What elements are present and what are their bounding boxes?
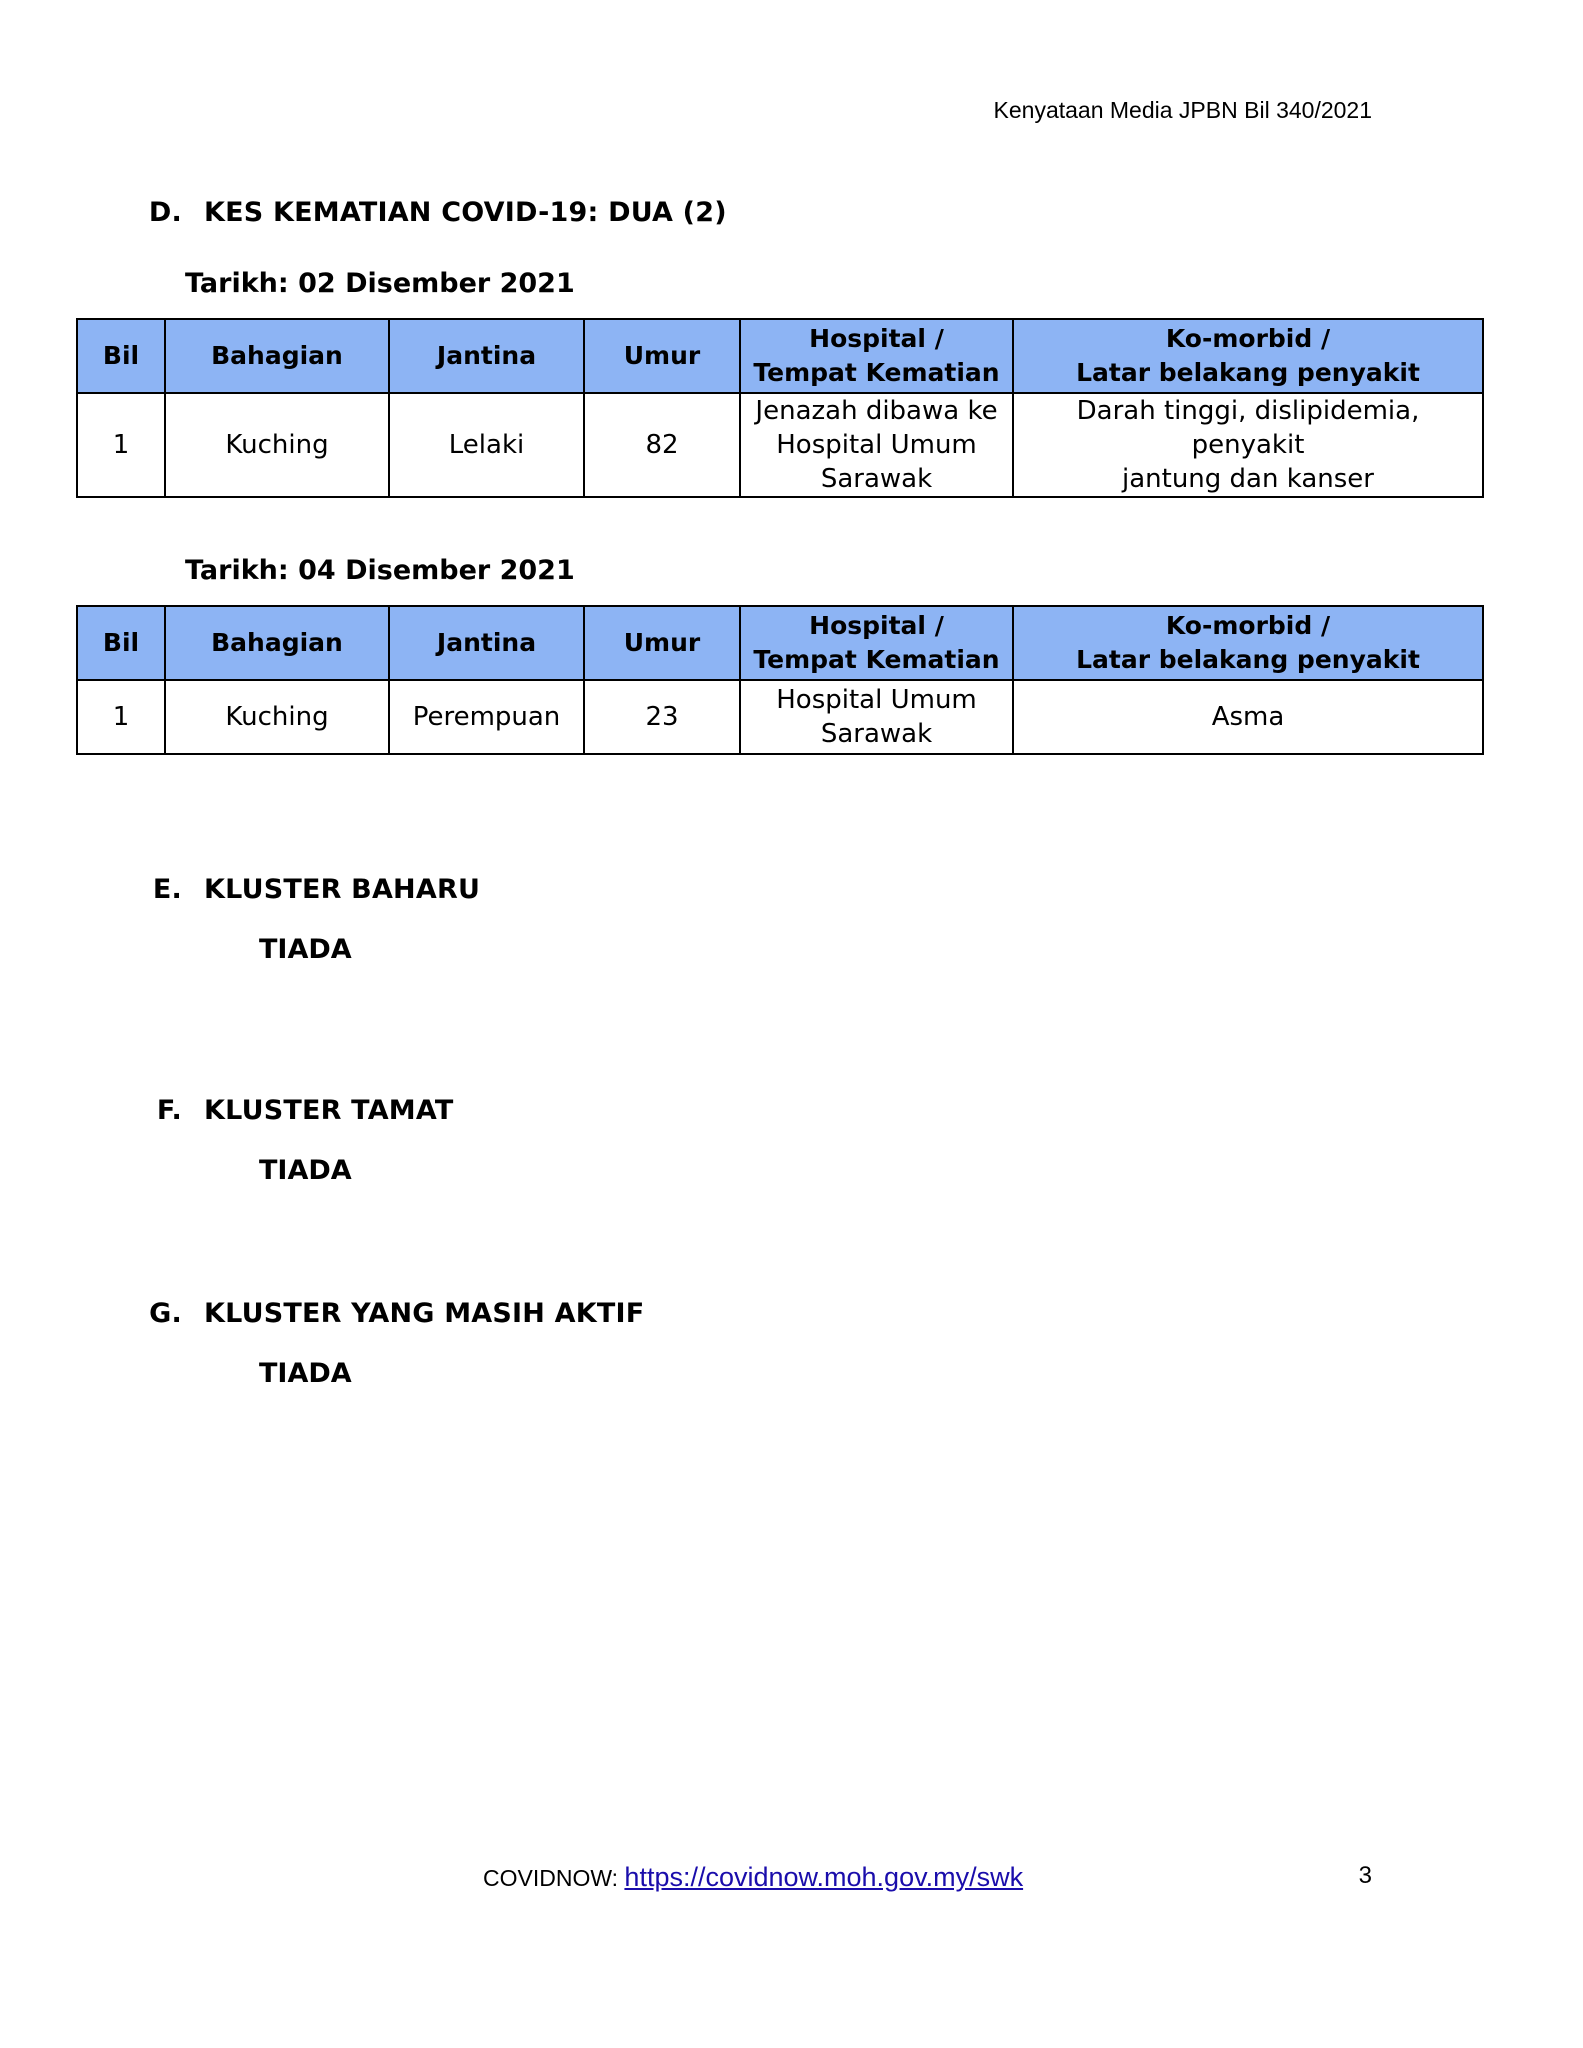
cell-hospital: Jenazah dibawa ke Hospital Umum Sarawak [740,393,1013,497]
deaths-table-1 [76,318,1484,498]
col-header-komorbid: Ko-morbid / Latar belakang penyakit [1013,319,1483,393]
section-g-letter: G. [149,1298,182,1329]
table-header-row [77,319,1483,393]
cell-umur: 23 [584,680,740,754]
cell-umur: 82 [584,393,740,497]
cell-jantina: Perempuan [389,680,584,754]
col-header-umur: Umur [584,606,740,680]
table-1-date: Tarikh: 02 Disember 2021 [185,268,575,299]
section-g-heading [127,1298,644,1329]
section-f-heading [127,1095,454,1126]
page-number: 3 [1358,1862,1372,1889]
section-f-value: TIADA [259,1155,352,1186]
footer-label: COVIDNOW: [483,1865,619,1891]
cell-jantina: Lelaki [389,393,584,497]
section-d-heading [127,197,727,228]
section-d-title: KES KEMATIAN COVID-19: DUA (2) [204,197,727,228]
col-header-hospital: Hospital / Tempat Kematian [740,319,1013,393]
col-header-bil: Bil [77,319,165,393]
cell-komorbid: Asma [1013,680,1483,754]
cell-hospital: Hospital Umum Sarawak [740,680,1013,754]
table-row [77,393,1483,497]
section-g-value: TIADA [259,1358,352,1389]
section-e-value: TIADA [259,934,352,965]
col-header-hospital: Hospital / Tempat Kematian [740,606,1013,680]
section-g-title: KLUSTER YANG MASIH AKTIF [204,1298,645,1329]
cell-bil: 1 [77,393,165,497]
table-header-row [77,606,1483,680]
section-f-letter: F. [156,1095,182,1126]
deaths-table-2 [76,605,1484,755]
document-reference: Kenyataan Media JPBN Bil 340/2021 [993,97,1372,123]
col-header-bahagian: Bahagian [165,606,389,680]
footer [483,1862,1023,1893]
col-header-umur: Umur [584,319,740,393]
section-f-title: KLUSTER TAMAT [204,1095,454,1126]
cell-bahagian: Kuching [165,393,389,497]
col-header-bahagian: Bahagian [165,319,389,393]
col-header-jantina: Jantina [389,606,584,680]
section-e-title: KLUSTER BAHARU [204,874,481,905]
section-e-heading [127,874,480,905]
table-2-date: Tarikh: 04 Disember 2021 [185,555,575,586]
col-header-komorbid: Ko-morbid / Latar belakang penyakit [1013,606,1483,680]
cell-bahagian: Kuching [165,680,389,754]
section-e-letter: E. [152,874,182,905]
col-header-bil: Bil [77,606,165,680]
table-row [77,680,1483,754]
cell-komorbid: Darah tinggi, dislipidemia, penyakit jantung dan kanser [1013,393,1483,497]
col-header-jantina: Jantina [389,319,584,393]
section-d-letter: D. [148,197,182,228]
cell-bil: 1 [77,680,165,754]
covidnow-link[interactable]: https://covidnow.moh.gov.my/swk [624,1862,1024,1892]
